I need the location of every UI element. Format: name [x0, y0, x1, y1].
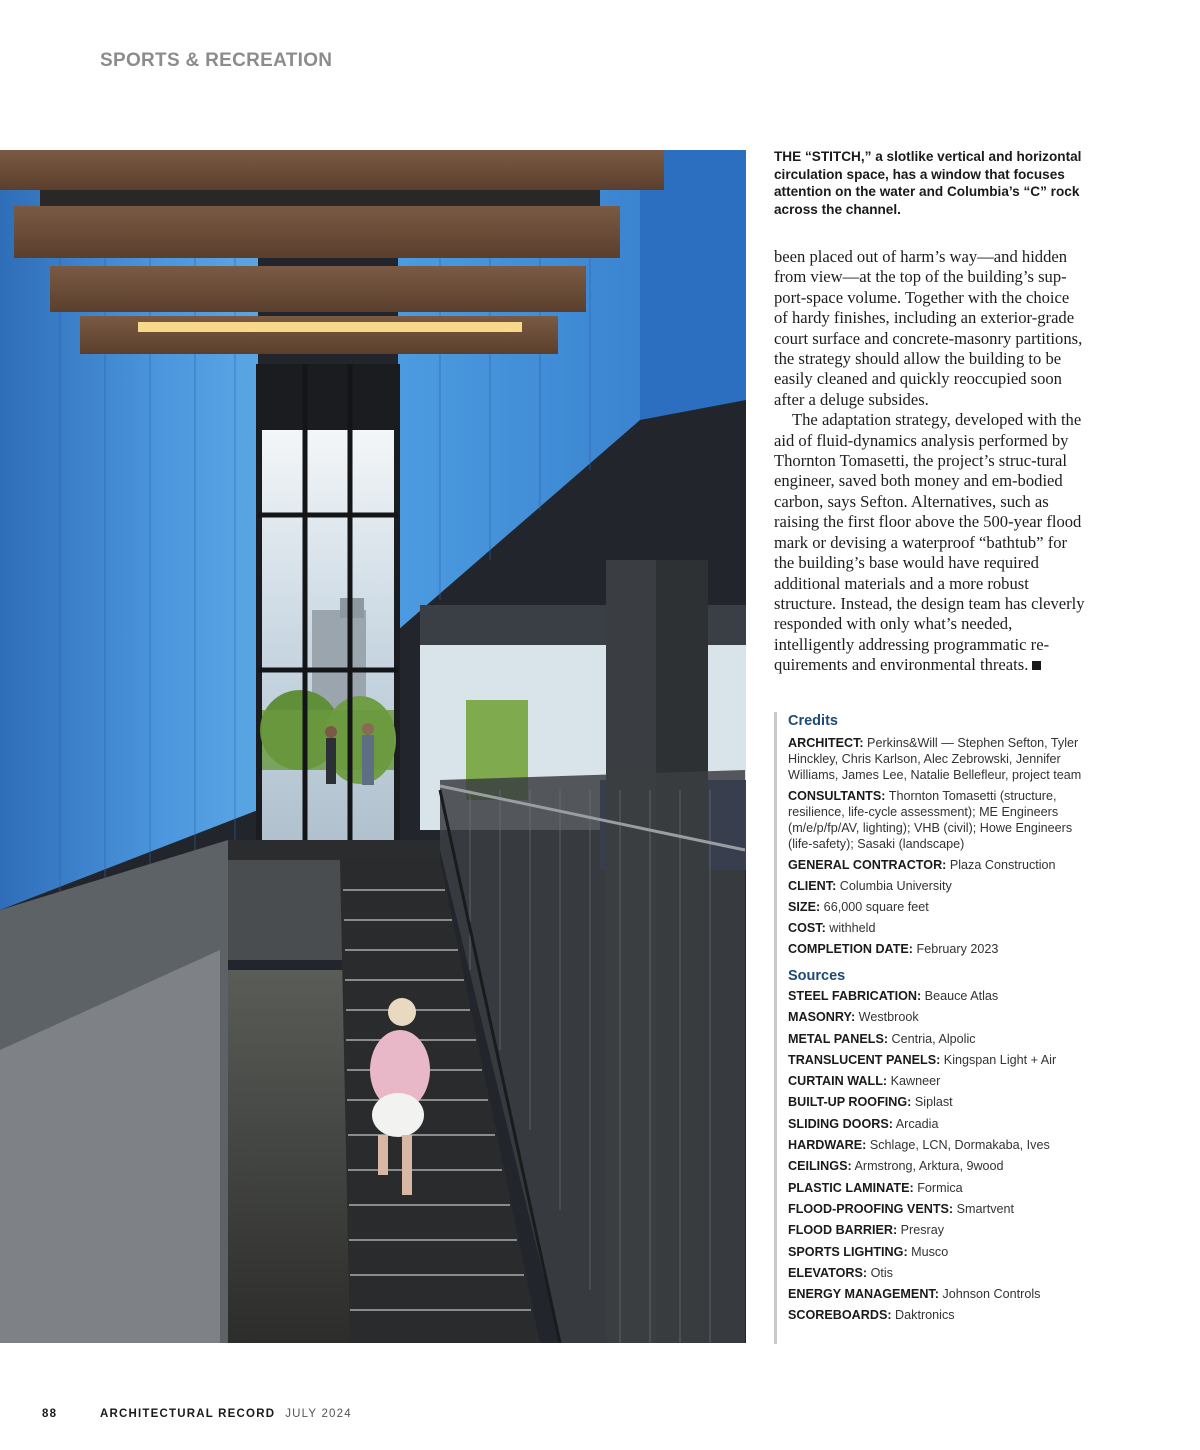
credit-value: Columbia University — [836, 879, 952, 893]
credit-completion-date — [788, 941, 1092, 957]
credit-key: SIZE: — [788, 900, 821, 914]
source-value: Westbrook — [855, 1010, 919, 1025]
source-value: Siplast — [911, 1095, 953, 1110]
source-item — [788, 1009, 1092, 1025]
credit-key: CONSULTANTS: — [788, 789, 886, 803]
credit-value: Plaza Construction — [946, 858, 1056, 872]
source-value: Daktronics — [891, 1308, 955, 1323]
source-key: FLOOD-PROOFING VENTS: — [788, 1201, 954, 1216]
source-item — [788, 1286, 1092, 1302]
source-value: Otis — [867, 1265, 893, 1280]
source-key: ELEVATORS: — [788, 1265, 868, 1280]
body-paragraph-2 — [774, 410, 1086, 675]
article-body — [774, 247, 1086, 676]
source-key: SPORTS LIGHTING: — [788, 1244, 908, 1259]
source-item — [788, 1158, 1092, 1174]
credit-consultants — [788, 788, 1092, 852]
page-number: 88 — [42, 1408, 58, 1420]
body-paragraph-1: been placed out of harm’s way—and hidden from view—at the top of the building’s sup-port-space volume. Together with the choice of hardy finishes, including an exterior-grade court surface and concrete-masonry partitions, the strategy should allow the building to be easily cleaned and quickly reoccupied soon after a deluge subsides. — [774, 247, 1083, 409]
source-item — [788, 1052, 1092, 1068]
credit-value: Perkins&Will — Stephen Sefton, Tyler Hinckley, Chris Karlson, Alec Zebrowski, Jennifer Williams, James Lee, Natalie Bellefleur, project team — [788, 736, 1082, 782]
stair-hall-photo — [0, 150, 746, 1343]
publication-name: ARCHITECTURAL RECORD — [100, 1408, 276, 1420]
source-item — [788, 988, 1092, 1004]
caption-text: a slotlike vertical and horizontal circulation space, has a window that focuses attention on the water and Columbia’s “C” rock across the channel. — [774, 149, 1082, 217]
source-item — [788, 1244, 1092, 1260]
source-value: Formica — [913, 1180, 963, 1195]
credit-key: ARCHITECT: — [788, 736, 864, 750]
source-value: Arcadia — [892, 1116, 939, 1131]
source-value: Presray — [897, 1223, 945, 1238]
source-key: STEEL FABRICATION: — [788, 989, 922, 1003]
credit-general-contractor — [788, 857, 1092, 873]
source-key: SLIDING DOORS: — [788, 1116, 893, 1131]
credits-panel — [774, 712, 1092, 1344]
source-key: PLASTIC LAMINATE: — [788, 1180, 914, 1195]
source-item — [788, 1031, 1092, 1047]
source-value: Armstrong, Arktura, 9wood — [851, 1159, 1004, 1174]
end-mark-icon — [1032, 661, 1041, 670]
source-value: Johnson Controls — [938, 1287, 1041, 1302]
source-item — [788, 1073, 1092, 1089]
credit-client — [788, 878, 1092, 894]
source-item — [788, 1094, 1092, 1110]
credit-value: February 2023 — [913, 942, 999, 956]
source-key: FLOOD BARRIER: — [788, 1223, 898, 1238]
source-value: Kawneer — [887, 1074, 941, 1089]
source-key: ENERGY MANAGEMENT: — [788, 1287, 939, 1302]
source-key: TRANSLUCENT PANELS: — [788, 1052, 941, 1067]
source-value: Kingspan Light + Air — [940, 1052, 1057, 1067]
source-key: MASONRY: — [788, 1010, 856, 1025]
source-item — [788, 1307, 1092, 1323]
source-key: BUILT-UP ROOFING: — [788, 1095, 912, 1110]
credit-value: Thornton Tomasetti (structure, resilience, life-cycle assessment); ME Engineers (m/e/p/fp/AV, lighting); VHB (civil); Howe Engineers (life-safety); Sasaki (landscape) — [788, 789, 1073, 851]
page-footer — [42, 1408, 352, 1420]
source-item — [788, 1201, 1092, 1217]
source-key: CURTAIN WALL: — [788, 1074, 888, 1089]
credits-heading: Credits — [788, 713, 838, 729]
source-item — [788, 1137, 1092, 1153]
source-item — [788, 1180, 1092, 1196]
credit-architect — [788, 735, 1092, 783]
source-key: SCOREBOARDS: — [788, 1308, 892, 1323]
source-key: CEILINGS: — [788, 1159, 852, 1174]
issue-date: JULY 2024 — [285, 1408, 352, 1420]
sources-heading: Sources — [788, 968, 846, 984]
body-paragraph-2-text: The adaptation strategy, developed with the aid of fluid-dynamics analysis performed by Thornton Tomasetti, the project’s struc-tural engineer, saved both money and em-bodied carbon, says Sefton. Alternatives, such as raising the first floor above the 500-year flood mark or devising a waterproof “bathtub” for the building’s base would have required additional materials and a more robust structure. Instead, the design team has cleverly responded with only what’s needed, intelligently addressing programmatic re-quirements and environmental threats. — [774, 410, 1085, 675]
credit-size — [788, 899, 1092, 915]
source-value: Smartvent — [953, 1201, 1015, 1216]
source-key: METAL PANELS: — [788, 1031, 889, 1046]
credit-key: CLIENT: — [788, 879, 837, 893]
photo-caption — [774, 148, 1092, 218]
caption-lead: THE “STITCH,” — [774, 149, 872, 164]
credit-cost — [788, 920, 1092, 936]
source-value: Schlage, LCN, Dormakaba, Ives — [866, 1138, 1050, 1153]
source-value: Centria, Alpolic — [888, 1031, 976, 1046]
source-item — [788, 1116, 1092, 1132]
source-value: Musco — [907, 1244, 949, 1259]
credit-value: withheld — [825, 921, 876, 935]
source-item — [788, 1222, 1092, 1238]
source-key: HARDWARE: — [788, 1138, 867, 1153]
source-value: Beauce Atlas — [921, 989, 999, 1003]
credit-value: 66,000 square feet — [820, 900, 929, 914]
section-label: SPORTS & RECREATION — [100, 50, 333, 71]
credit-key: COMPLETION DATE: — [788, 942, 913, 956]
credit-key: COST: — [788, 921, 826, 935]
credit-key: GENERAL CONTRACTOR: — [788, 858, 947, 872]
source-item — [788, 1265, 1092, 1281]
